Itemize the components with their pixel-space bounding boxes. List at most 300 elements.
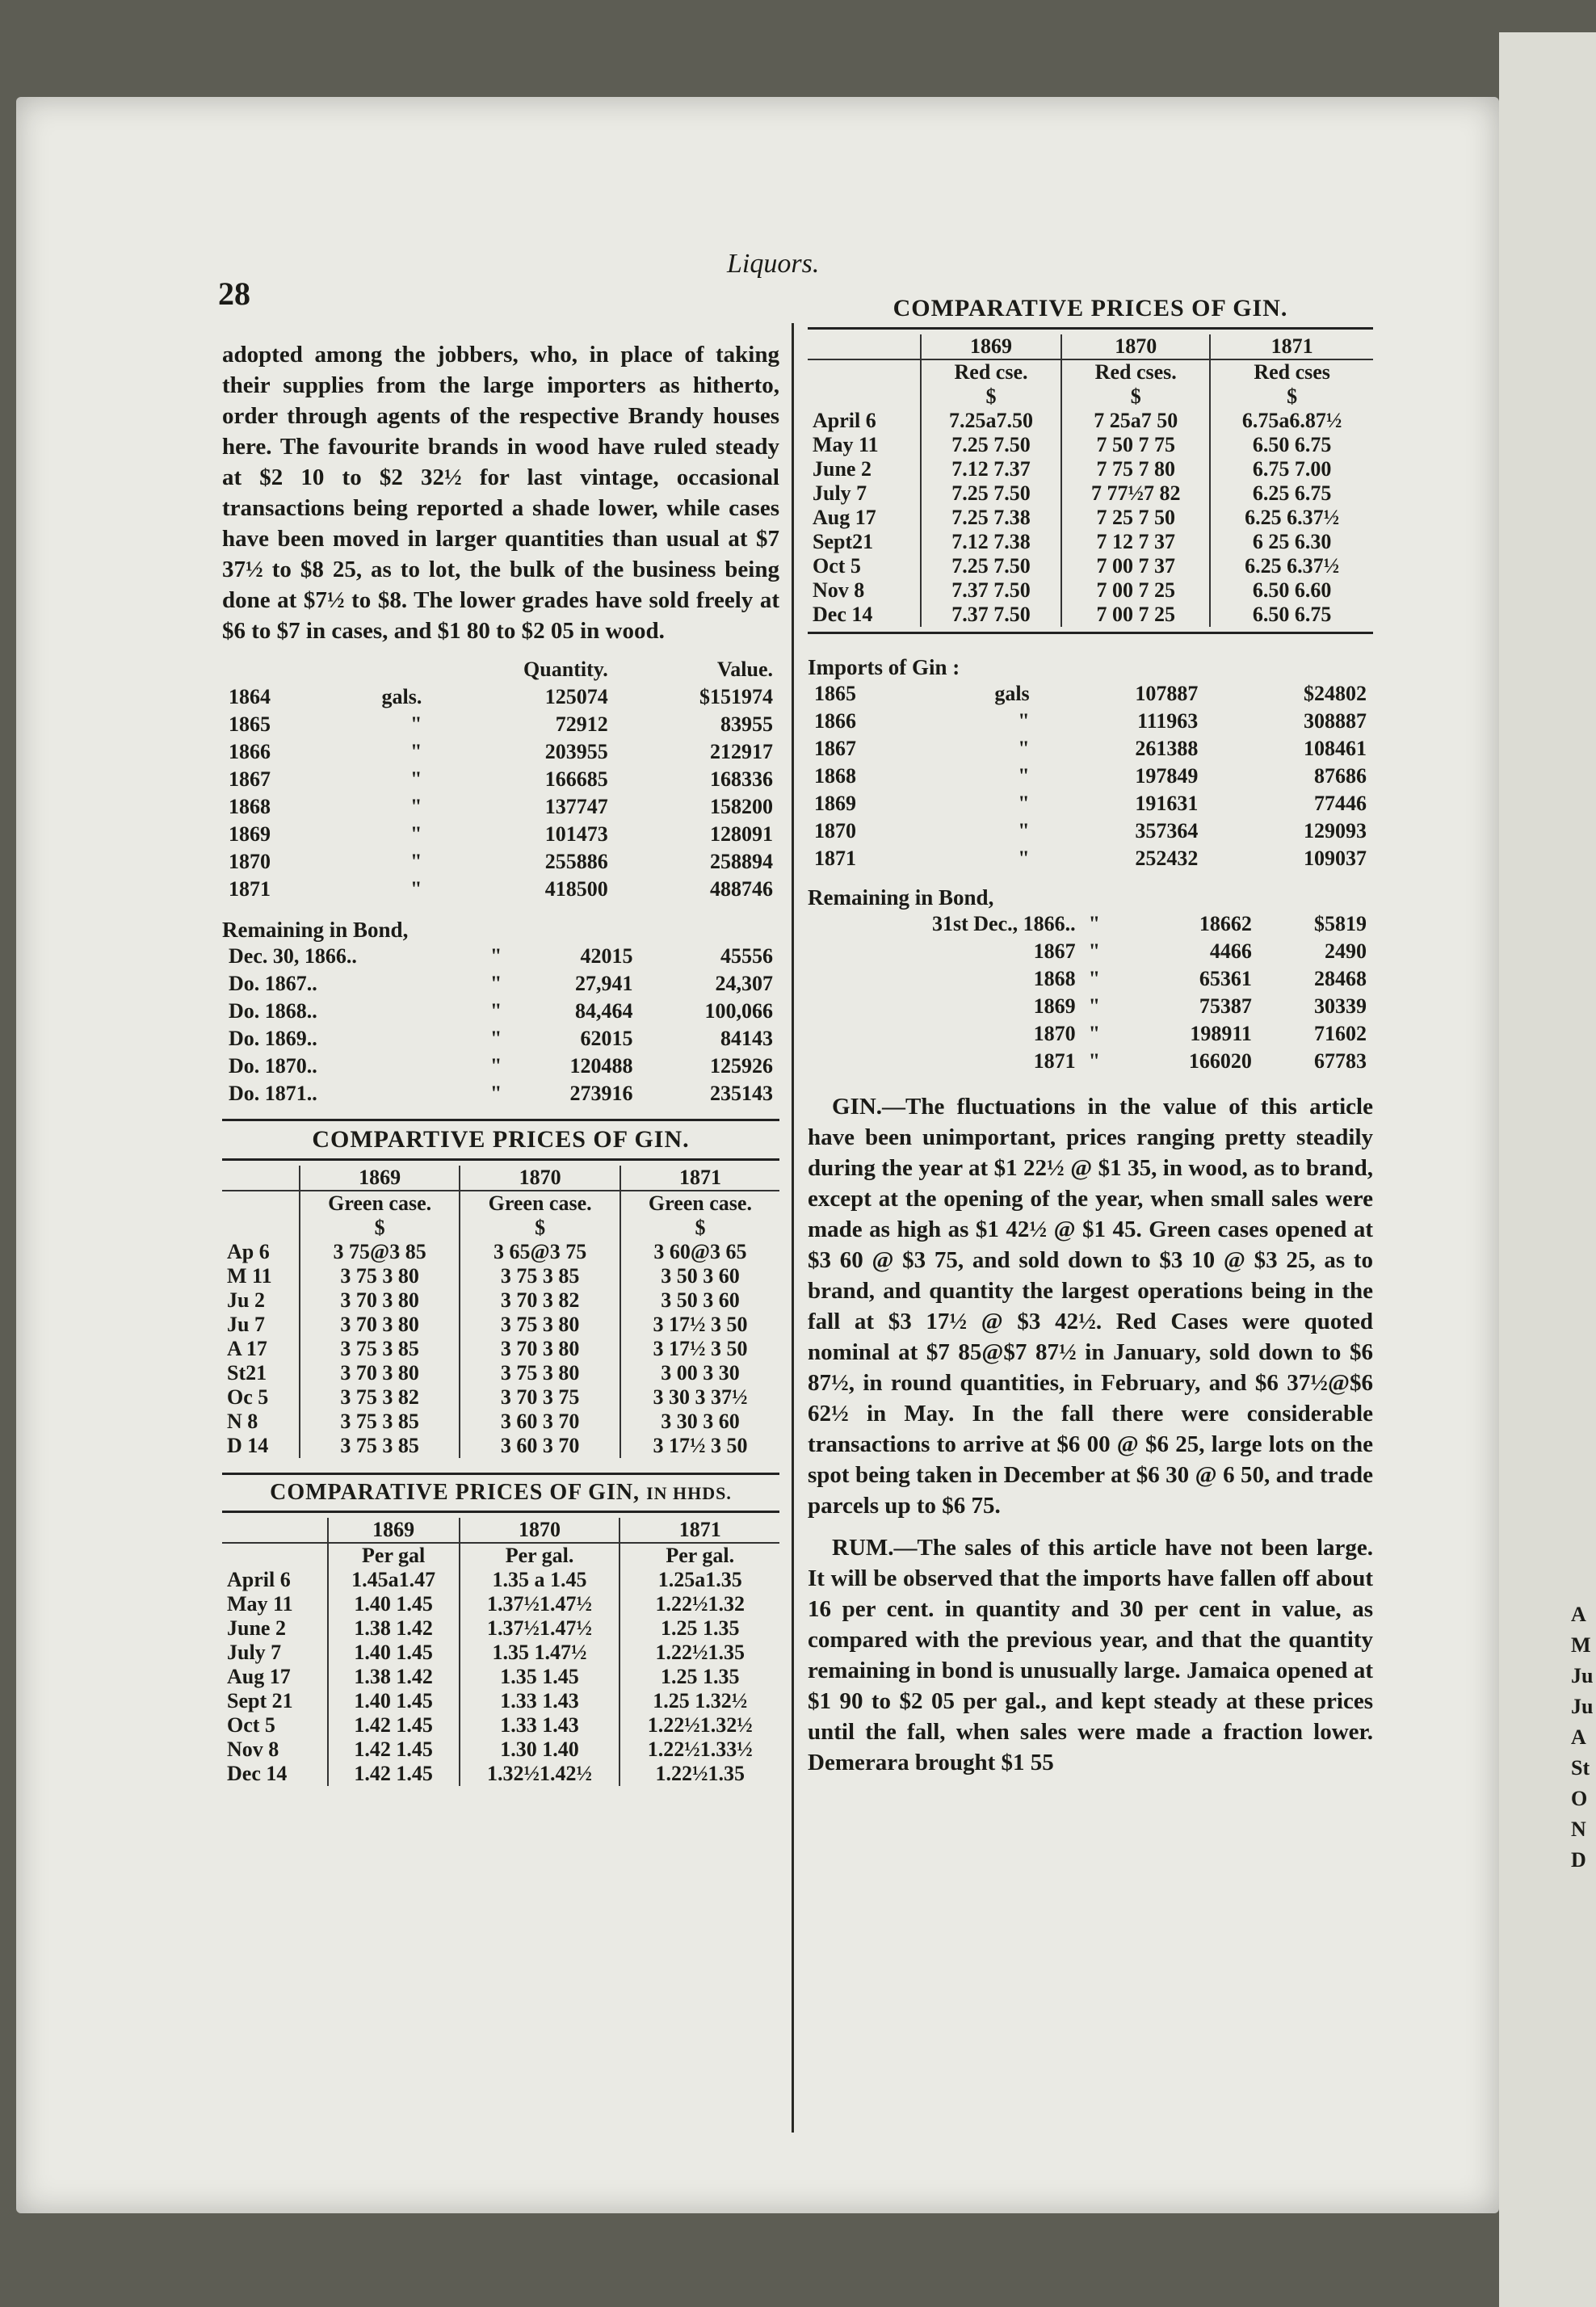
- date-cell: Oc 5: [227, 1385, 269, 1409]
- rule: [222, 1473, 779, 1475]
- price-cell: 7.25 7.38: [921, 506, 1061, 530]
- date-cell: July 7: [227, 1641, 282, 1664]
- quantity-cell: 357364: [1135, 819, 1199, 843]
- brandy-imports-table: [222, 656, 779, 903]
- quantity-cell: 75387: [1199, 994, 1252, 1018]
- hhds-gin-title: [222, 1480, 779, 1506]
- quantity-cell: 255886: [544, 850, 608, 873]
- quantity-cell: 197849: [1135, 764, 1199, 788]
- edge-letter: A: [1571, 1603, 1586, 1626]
- date-cell: Ju 7: [227, 1313, 265, 1336]
- rule: [808, 327, 1373, 330]
- price-cell: 7 00 7 25: [1061, 603, 1210, 627]
- value-cell: 168336: [710, 767, 773, 791]
- year-header: 1871: [1210, 334, 1373, 359]
- date-cell: April 6: [813, 409, 876, 432]
- table-row: [222, 1240, 779, 1264]
- date-cell: Do. 1871..: [229, 1082, 317, 1105]
- green-gin-title: COMPARTIVE PRICES OF GIN.: [312, 1126, 690, 1153]
- quantity-cell: 191631: [1135, 792, 1199, 815]
- year-header: 1869: [328, 1518, 460, 1543]
- year-cell: 1869: [229, 822, 271, 846]
- date-cell: M 11: [227, 1264, 272, 1288]
- unit-label: $: [535, 1216, 546, 1239]
- table-row: [808, 1020, 1373, 1048]
- subheader-cell: Per gal.: [620, 1543, 779, 1568]
- subheader-cell: Per gal.: [460, 1543, 620, 1568]
- year-cell: 1868: [814, 764, 856, 788]
- subheader-cell: Green case. $: [300, 1191, 460, 1240]
- price-cell: 6.25 6.37½: [1210, 554, 1373, 578]
- price-cell: 1.25 1.32½: [620, 1689, 779, 1713]
- year-cell: 1870: [814, 819, 856, 843]
- edge-letter: Ju: [1571, 1695, 1594, 1718]
- quantity-cell: 42015: [580, 944, 633, 968]
- price-cell: 7 00 7 25: [1061, 578, 1210, 603]
- hhds-gin-title-suffix: IN HHDS.: [646, 1483, 732, 1503]
- table-row: [808, 763, 1373, 790]
- rule: [222, 1158, 779, 1161]
- hhds-gin-table: [222, 1518, 779, 1786]
- label-cell: [222, 1191, 300, 1240]
- price-cell: 1.45a1.47: [328, 1568, 460, 1592]
- quantity-cell: 203955: [544, 740, 608, 763]
- date-cell: 1869: [1033, 994, 1076, 1018]
- green-gin-body: [222, 1166, 779, 1458]
- brandy-paragraph: adopted among the jobbers, who, in place of taking their supplies from the large importers as hitherto, order through agents of the respective Brandy houses here. The favourite brands in wood have ruled steady at $2 10 to $2 32½ for last vintage, occasional transactions being reported a shade lower, while cases have been moved in larger quantities than usual at $7 37½ to $8 25, as to lot, the bulk of the business being done at $7½ to $8. The lower grades have sold freely at $6 to $7 in cases, and $1 80 to $2 05 in wood.: [222, 342, 779, 644]
- price-cell: 7.37 7.50: [921, 603, 1061, 627]
- price-cell: 6 25 6.30: [1210, 530, 1373, 554]
- date-cell: Ju 2: [227, 1288, 265, 1312]
- price-cell: 7 25 7 50: [1061, 506, 1210, 530]
- year-cell: 1868: [229, 795, 271, 818]
- label-cell: [808, 359, 921, 409]
- unit-cell: ": [1018, 764, 1030, 788]
- table-row: [222, 1434, 779, 1458]
- unit-label: $: [695, 1216, 706, 1239]
- price-cell: 6.50 6.75: [1210, 433, 1373, 457]
- table-row: [222, 1738, 779, 1762]
- unit-cell: ": [1088, 967, 1101, 990]
- running-head: Liquors.: [727, 249, 820, 279]
- table-row: [222, 683, 779, 711]
- year-header-row: [222, 1518, 779, 1543]
- value-cell: 24,307: [715, 972, 773, 995]
- date-cell: 1868: [1033, 967, 1076, 990]
- subheader-row: [222, 1191, 779, 1240]
- brandy-bond-label: Remaining in Bond,: [222, 918, 409, 942]
- rule: [808, 632, 1373, 634]
- unit-cell: ": [1018, 819, 1030, 843]
- table-row: [222, 876, 779, 903]
- price-cell: 3 00 3 30: [620, 1361, 779, 1385]
- price-cell: 3 75 3 85: [300, 1434, 460, 1458]
- table-row: [808, 578, 1373, 603]
- quantity-cell: 261388: [1135, 737, 1199, 760]
- value-cell: 212917: [710, 740, 773, 763]
- table-row: [808, 481, 1373, 506]
- price-cell: 7 25a7 50: [1061, 409, 1210, 433]
- hhds-gin-title-text: COMPARATIVE PRICES OF GIN,: [270, 1480, 640, 1505]
- year-header-row: [808, 334, 1373, 359]
- value-cell: 2490: [1325, 939, 1367, 963]
- table-row: [222, 1665, 779, 1689]
- unit-cell: gals.: [381, 685, 422, 708]
- unit-cell: ": [1088, 939, 1101, 963]
- year-cell: 1869: [814, 792, 856, 815]
- price-cell: 7.12 7.37: [921, 457, 1061, 481]
- date-cell: June 2: [813, 457, 872, 481]
- quantity-cell: 84,464: [575, 999, 633, 1023]
- year-cell: 1871: [229, 877, 271, 901]
- price-cell: 1.33 1.43: [460, 1713, 620, 1738]
- date-cell: A 17: [227, 1337, 267, 1360]
- unit-cell: ": [410, 877, 422, 901]
- date-cell: April 6: [227, 1568, 291, 1591]
- unit-cell: ": [1088, 1049, 1101, 1073]
- subheader-cell: Red cse. $: [921, 359, 1061, 409]
- price-cell: 6.75 7.00: [1210, 457, 1373, 481]
- label-cell: [222, 1166, 300, 1191]
- price-cell: 7.25 7.50: [921, 433, 1061, 457]
- unit-cell: ": [489, 1082, 502, 1105]
- table-row: [222, 1568, 779, 1592]
- price-cell: 7.25a7.50: [921, 409, 1061, 433]
- unit-label: $: [1287, 384, 1298, 408]
- table-row: [808, 938, 1373, 965]
- price-cell: 1.37½1.47½: [460, 1592, 620, 1616]
- quantity-cell: 252432: [1135, 847, 1199, 870]
- rule: [222, 1119, 779, 1121]
- value-cell: 308887: [1304, 709, 1367, 733]
- value-header: Value.: [716, 658, 773, 681]
- edge-letter: St: [1571, 1756, 1590, 1780]
- unit-cell: ": [410, 740, 422, 763]
- edge-letter: N: [1571, 1817, 1586, 1841]
- label-cell: [808, 334, 921, 359]
- price-cell: 3 75 3 85: [460, 1264, 620, 1288]
- table-row: [808, 506, 1373, 530]
- table-row: [808, 735, 1373, 763]
- price-cell: 7 75 7 80: [1061, 457, 1210, 481]
- rum-paragraph: RUM.—The sales of this article have not been large. It will be observed that the imports have fallen off about 16 per cent. in quantity and 30 per cent in value, as compared with the previous year, and that the quantity remaining in bond is unusually large. Jamaica opened at $1 90 to $2 05 per gal., and kept steady at these prices until the fall, when sales were made a fraction lower. Demerara brought $1 55: [808, 1535, 1373, 1775]
- table-row: [222, 1264, 779, 1288]
- unit-cell: ": [410, 767, 422, 791]
- year-cell: 1864: [229, 685, 271, 708]
- table-row: [222, 998, 779, 1025]
- price-cell: 3 75@3 85: [300, 1240, 460, 1264]
- value-cell: 258894: [710, 850, 773, 873]
- value-cell: 30339: [1314, 994, 1367, 1018]
- date-cell: May 11: [227, 1592, 293, 1616]
- table-row: [222, 738, 779, 766]
- price-cell: 1.42 1.45: [328, 1738, 460, 1762]
- price-cell: 6.75a6.87½: [1210, 409, 1373, 433]
- unit-label: $: [1130, 384, 1141, 408]
- table-row: [808, 433, 1373, 457]
- gin-imports-label: Imports of Gin :: [808, 655, 960, 679]
- left-column: [222, 339, 779, 1786]
- date-cell: 1867: [1033, 939, 1076, 963]
- price-cell: 6.50 6.75: [1210, 603, 1373, 627]
- value-cell: 77446: [1314, 792, 1367, 815]
- price-cell: 3 50 3 60: [620, 1264, 779, 1288]
- unit-label: $: [985, 384, 997, 408]
- table-row: [222, 1410, 779, 1434]
- gin-imports-table: [808, 680, 1373, 872]
- date-cell: St21: [227, 1361, 267, 1385]
- table-row: [222, 1288, 779, 1313]
- unit-cell: ": [1018, 709, 1030, 733]
- quantity-cell: 166020: [1188, 1049, 1252, 1073]
- green-gin-table: [222, 1166, 779, 1458]
- table-row: [222, 1337, 779, 1361]
- price-cell: 3 50 3 60: [620, 1288, 779, 1313]
- table-row: [808, 965, 1373, 993]
- unit-cell: ": [1018, 847, 1030, 870]
- gin-imports-body: [808, 680, 1373, 872]
- price-cell: 1.25 1.35: [620, 1616, 779, 1641]
- year-header: 1869: [921, 334, 1061, 359]
- unit-cell: ": [489, 944, 502, 968]
- price-cell: 1.35 a 1.45: [460, 1568, 620, 1592]
- price-cell: 3 17½ 3 50: [620, 1434, 779, 1458]
- price-cell: 1.22½1.35: [620, 1641, 779, 1665]
- edge-letter: O: [1571, 1787, 1588, 1810]
- label-cell: [222, 1543, 328, 1568]
- price-cell: 1.22½1.33½: [620, 1738, 779, 1762]
- table-row: [222, 1025, 779, 1053]
- quantity-cell: 62015: [580, 1027, 633, 1050]
- brandy-imports-body: [222, 656, 779, 903]
- price-cell: 1.22½1.32½: [620, 1713, 779, 1738]
- date-cell: Do. 1868..: [229, 999, 317, 1023]
- date-cell: 1870: [1033, 1022, 1076, 1045]
- quantity-cell: 107887: [1135, 682, 1199, 705]
- table-row: [222, 848, 779, 876]
- table-row: [222, 766, 779, 793]
- date-cell: Dec 14: [813, 603, 873, 626]
- page-number: 28: [218, 275, 250, 312]
- date-cell: May 11: [813, 433, 879, 456]
- price-cell: 1.42 1.45: [328, 1713, 460, 1738]
- price-cell: 1.35 1.47½: [460, 1641, 620, 1665]
- unit-cell: ": [489, 1054, 502, 1078]
- quantity-cell: 198911: [1190, 1022, 1252, 1045]
- price-cell: 1.35 1.45: [460, 1665, 620, 1689]
- edge-letter: M: [1571, 1633, 1591, 1657]
- price-cell: 1.42 1.45: [328, 1762, 460, 1786]
- table-row: [808, 910, 1373, 938]
- red-gin-table: [808, 334, 1373, 627]
- unit-cell: ": [489, 972, 502, 995]
- table-row: [808, 790, 1373, 817]
- date-cell: Do. 1870..: [229, 1054, 317, 1078]
- price-cell: 6.25 6.37½: [1210, 506, 1373, 530]
- year-header: 1870: [460, 1166, 620, 1191]
- table-row: [808, 530, 1373, 554]
- year-header: 1870: [1061, 334, 1210, 359]
- price-cell: 1.40 1.45: [328, 1641, 460, 1665]
- date-cell: Aug 17: [227, 1665, 291, 1688]
- price-cell: 1.32½1.42½: [460, 1762, 620, 1786]
- quantity-header: Quantity.: [523, 658, 608, 681]
- price-cell: 7.37 7.50: [921, 578, 1061, 603]
- price-cell: 3 60 3 70: [460, 1434, 620, 1458]
- edge-letter: Ju: [1571, 1664, 1594, 1687]
- header-cell: [222, 656, 327, 683]
- header-cell: [327, 656, 429, 683]
- price-cell: 7 00 7 37: [1061, 554, 1210, 578]
- subheader-row: [222, 1543, 779, 1568]
- price-cell: 1.33 1.43: [460, 1689, 620, 1713]
- date-cell: D 14: [227, 1434, 269, 1457]
- value-cell: 129093: [1304, 819, 1367, 843]
- price-cell: 3 30 3 60: [620, 1410, 779, 1434]
- brandy-bond-body: [222, 943, 779, 1107]
- year-cell: 1867: [814, 737, 856, 760]
- year-header: 1871: [620, 1166, 779, 1191]
- date-cell: Oct 5: [227, 1713, 275, 1737]
- date-cell: Do. 1869..: [229, 1027, 317, 1050]
- subheader-cell: Red cses $: [1210, 359, 1373, 409]
- table-row: [222, 1592, 779, 1616]
- label-cell: [222, 1518, 328, 1543]
- unit-cell: ": [410, 850, 422, 873]
- unit-cell: ": [1088, 1022, 1101, 1045]
- red-gin-body: [808, 334, 1373, 627]
- year-cell: 1866: [229, 740, 271, 763]
- date-cell: 1871: [1033, 1049, 1076, 1073]
- price-cell: 3 70 3 80: [300, 1313, 460, 1337]
- date-cell: June 2: [227, 1616, 286, 1640]
- unit-cell: ": [1088, 912, 1101, 935]
- table-row: [808, 845, 1373, 872]
- price-cell: 1.37½1.47½: [460, 1616, 620, 1641]
- table-row: [222, 821, 779, 848]
- value-cell: 28468: [1314, 967, 1367, 990]
- price-cell: 7 12 7 37: [1061, 530, 1210, 554]
- date-cell: Nov 8: [227, 1738, 279, 1761]
- price-cell: 1.22½1.32: [620, 1592, 779, 1616]
- subheader-cell: Red cses. $: [1061, 359, 1210, 409]
- quantity-cell: 101473: [544, 822, 608, 846]
- price-cell: 3 70 3 80: [300, 1361, 460, 1385]
- table-row: [222, 1080, 779, 1107]
- price-cell: 3 60 3 70: [460, 1410, 620, 1434]
- table-row: [222, 793, 779, 821]
- year-header-row: [222, 1166, 779, 1191]
- price-cell: 3 70 3 80: [300, 1288, 460, 1313]
- subheader-cell: Per gal: [328, 1543, 460, 1568]
- quantity-cell: 273916: [569, 1082, 633, 1105]
- quantity-cell: 137747: [544, 795, 608, 818]
- year-cell: 1871: [814, 847, 856, 870]
- date-cell: Dec 14: [227, 1762, 288, 1785]
- quantity-cell: 18662: [1199, 912, 1252, 935]
- quantity-cell: 120488: [569, 1054, 633, 1078]
- price-cell: 3 75 3 85: [300, 1337, 460, 1361]
- price-cell: 1.40 1.45: [328, 1689, 460, 1713]
- price-cell: 3 70 3 75: [460, 1385, 620, 1410]
- price-cell: 3 75 3 85: [300, 1410, 460, 1434]
- next-page-fragment: [1571, 1599, 1593, 1876]
- table-row: [222, 1313, 779, 1337]
- edge-letter: A: [1571, 1725, 1586, 1749]
- year-header: 1870: [460, 1518, 620, 1543]
- table-row: [808, 708, 1373, 735]
- table-row: [222, 1762, 779, 1786]
- next-page-edge: [1499, 32, 1596, 2307]
- column-divider: [792, 323, 794, 2133]
- table-row: [222, 1385, 779, 1410]
- table-row: [808, 409, 1373, 433]
- price-cell: 6.50 6.60: [1210, 578, 1373, 603]
- year-header: 1871: [620, 1518, 779, 1543]
- value-cell: 83955: [720, 712, 773, 736]
- value-cell: 108461: [1304, 737, 1367, 760]
- price-cell: 1.40 1.45: [328, 1592, 460, 1616]
- gin-bond-table: [808, 910, 1373, 1075]
- subheader-cell: Green case. $: [620, 1191, 779, 1240]
- price-cell: 3 70 3 80: [460, 1337, 620, 1361]
- table-row: [222, 970, 779, 998]
- price-cell: 1.38 1.42: [328, 1616, 460, 1641]
- gin-bond-label: Remaining in Bond,: [808, 885, 994, 910]
- price-cell: 3 30 3 37½: [620, 1385, 779, 1410]
- quantity-cell: 418500: [544, 877, 608, 901]
- value-cell: $24802: [1304, 682, 1367, 705]
- rule: [222, 1511, 779, 1513]
- unit-cell: ": [1018, 792, 1030, 815]
- table-header-row: [222, 656, 779, 683]
- price-cell: 1.25 1.35: [620, 1665, 779, 1689]
- unit-cell: ": [1088, 994, 1101, 1018]
- date-cell: Nov 8: [813, 578, 865, 602]
- table-row: [808, 993, 1373, 1020]
- quantity-cell: 72912: [555, 712, 608, 736]
- year-cell: 1865: [814, 682, 856, 705]
- gin-bond-body: [808, 910, 1373, 1075]
- table-row: [222, 1361, 779, 1385]
- table-row: [808, 680, 1373, 708]
- date-cell: Ap 6: [227, 1240, 270, 1263]
- table-row: [222, 1053, 779, 1080]
- table-row: [222, 1689, 779, 1713]
- value-cell: $151974: [699, 685, 773, 708]
- date-cell: N 8: [227, 1410, 258, 1433]
- value-cell: $5819: [1314, 912, 1367, 935]
- unit-cell: ": [1018, 737, 1030, 760]
- value-cell: 125926: [710, 1054, 773, 1078]
- subheader-row: [808, 359, 1373, 409]
- value-cell: 128091: [710, 822, 773, 846]
- value-cell: 87686: [1314, 764, 1367, 788]
- price-cell: 1.30 1.40: [460, 1738, 620, 1762]
- table-row: [808, 817, 1373, 845]
- quantity-cell: 27,941: [575, 972, 633, 995]
- value-cell: 71602: [1314, 1022, 1367, 1045]
- table-row: [808, 457, 1373, 481]
- price-cell: 3 75 3 82: [300, 1385, 460, 1410]
- price-cell: 7 77½7 82: [1061, 481, 1210, 506]
- edge-letter: D: [1571, 1848, 1586, 1872]
- price-cell: 3 17½ 3 50: [620, 1337, 779, 1361]
- table-row: [222, 1616, 779, 1641]
- value-cell: 109037: [1304, 847, 1367, 870]
- price-cell: 6.25 6.75: [1210, 481, 1373, 506]
- year-cell: 1867: [229, 767, 271, 791]
